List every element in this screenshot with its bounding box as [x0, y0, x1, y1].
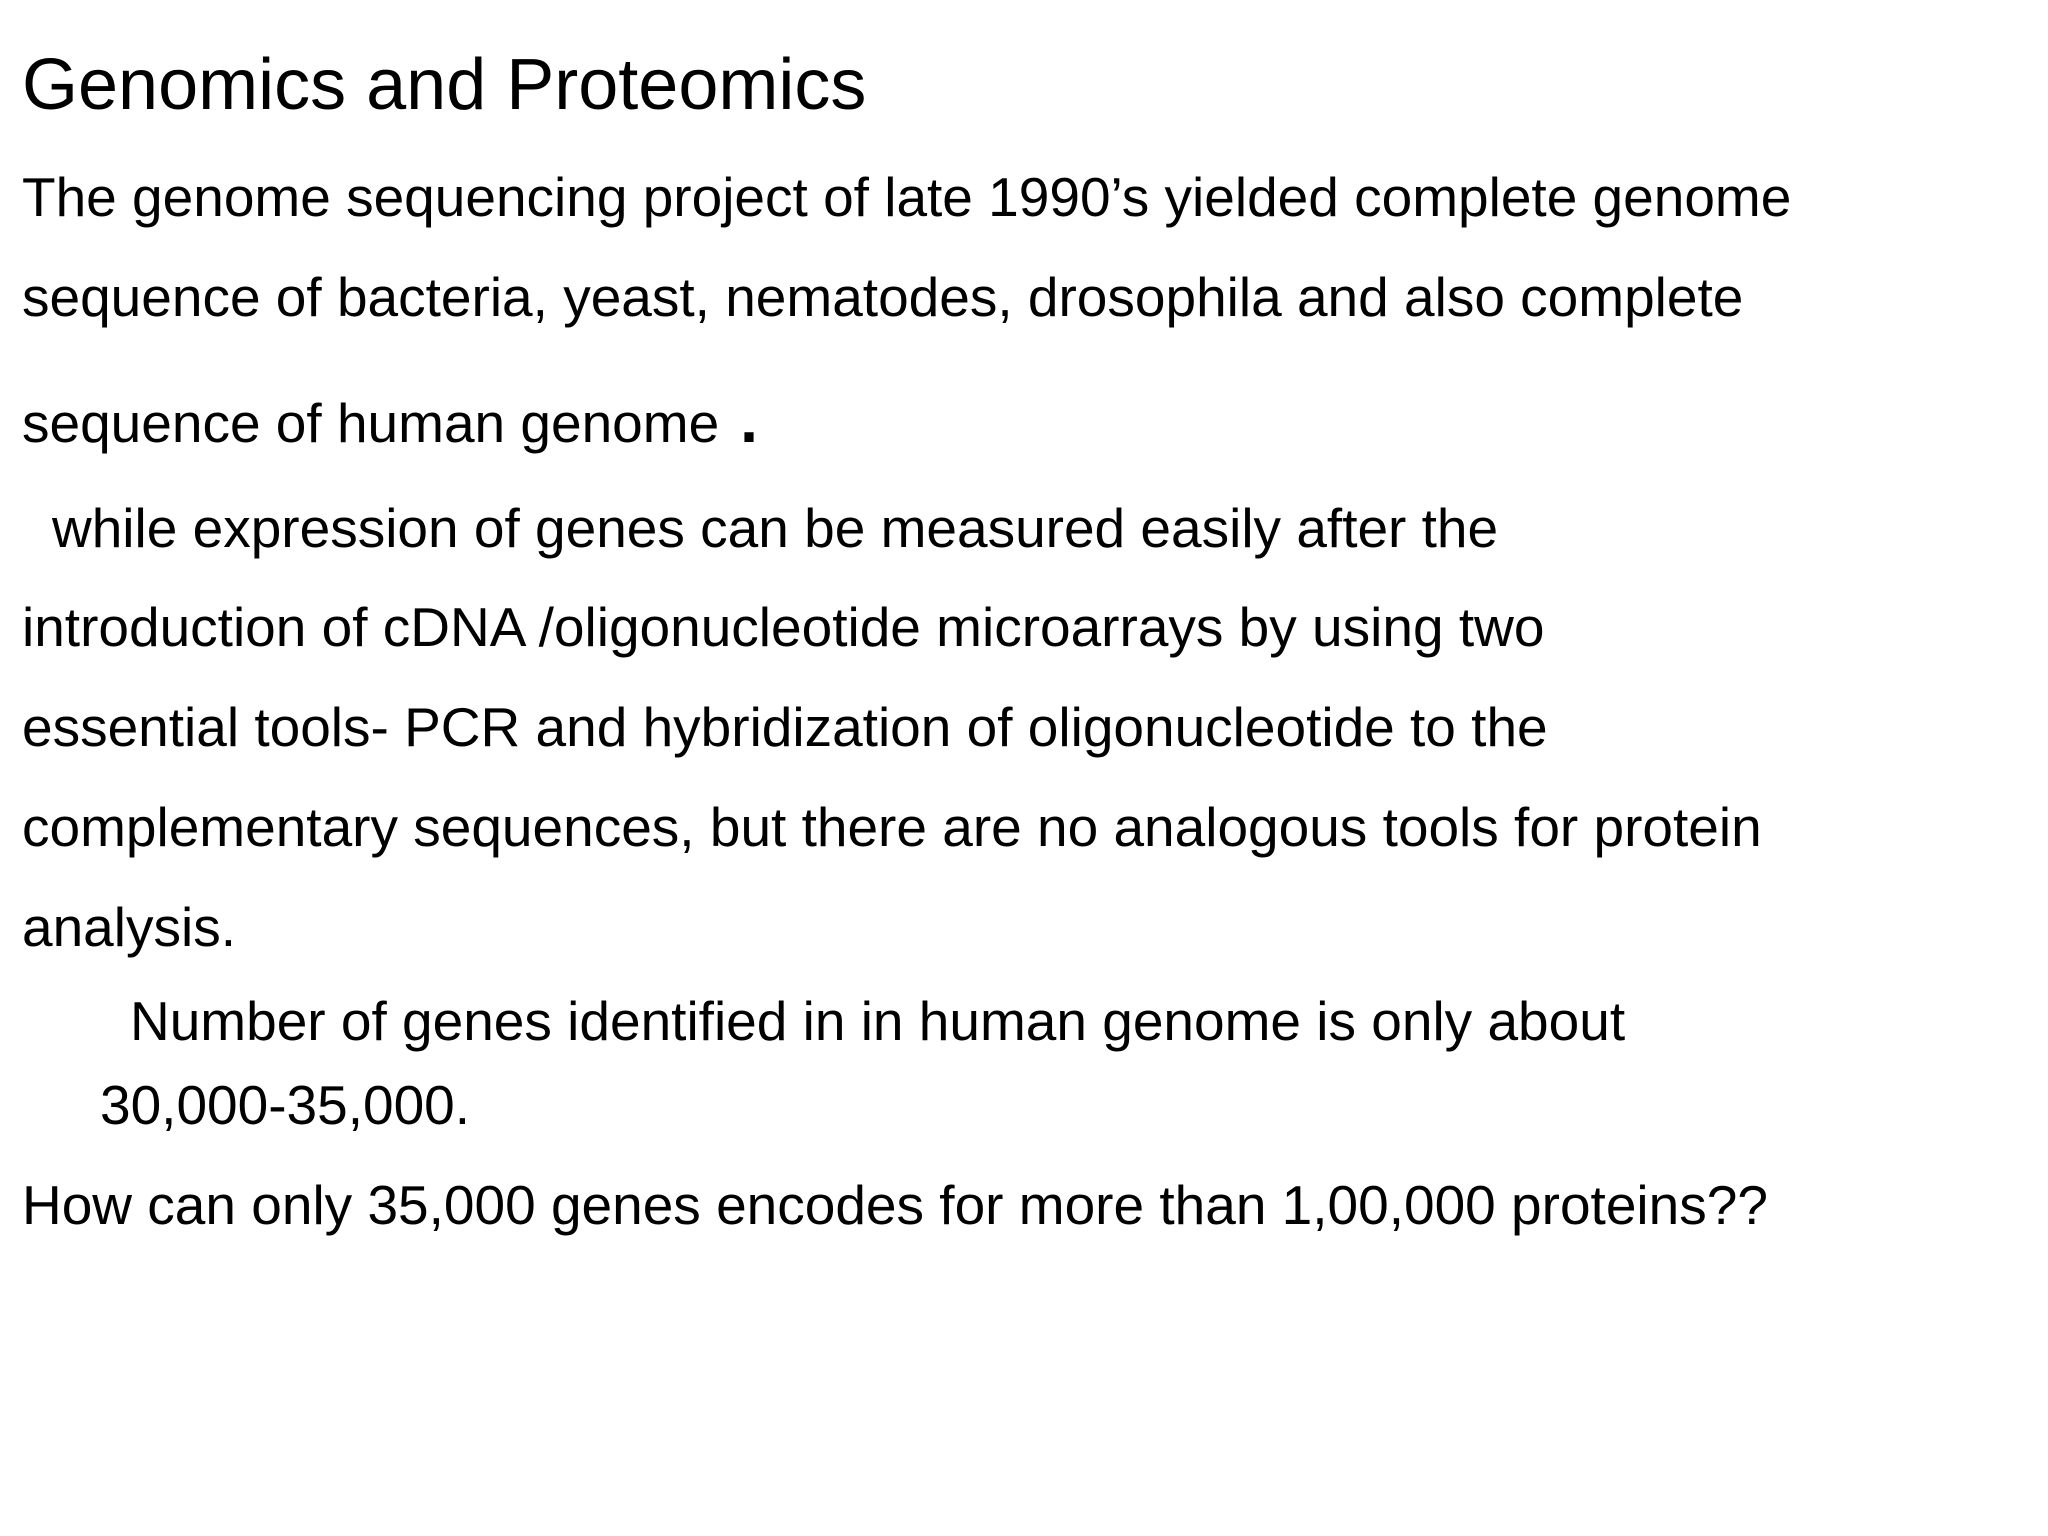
body-line-3	[22, 390, 759, 458]
body-line-4: while expression of genes can be measured easily after the	[52, 497, 1499, 559]
body-line-1: The genome sequencing project of late 1990’s yielded complete genome	[22, 166, 1792, 228]
body-line-7: complementary sequences, but there are no analogous tools for protein	[22, 796, 1762, 858]
body-line-5: introduction of cDNA /oligonucleotide microarrays by using two	[22, 596, 1545, 658]
body-line-8: analysis.	[22, 896, 236, 958]
body-line-3-period: .	[739, 395, 759, 455]
slide-title: Genomics and Proteomics	[22, 45, 867, 125]
body-line-6: essential tools- PCR and hybridization of oligonucleotide to the	[22, 696, 1548, 758]
body-line-2: sequence of bacteria, yeast, nematodes, drosophila and also complete	[22, 266, 1744, 328]
question-line: How can only 35,000 genes encodes for more than 1,00,000 proteins??	[22, 1174, 1768, 1236]
body-line-9: Number of genes identified in in human genome is only about	[130, 990, 1626, 1052]
body-line-10: 30,000-35,000.	[100, 1074, 471, 1136]
body-line-3-text: sequence of human genome	[22, 392, 720, 454]
